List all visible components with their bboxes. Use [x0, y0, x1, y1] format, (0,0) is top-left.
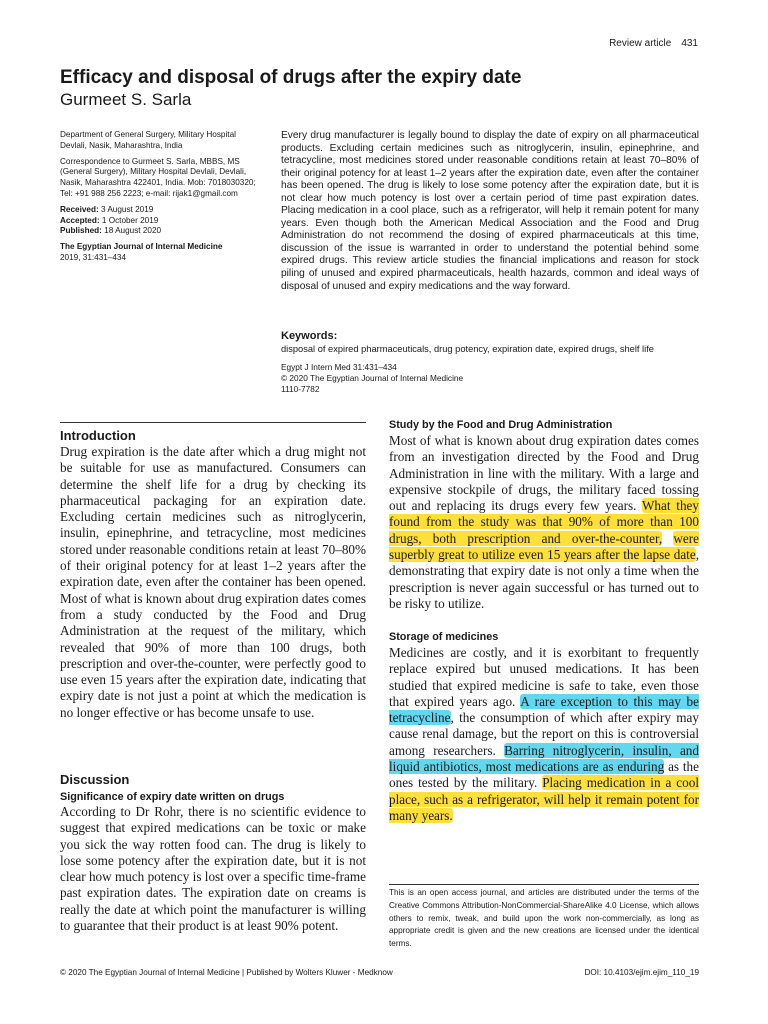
storage-text-part: as the ones tested by the military. [389, 759, 699, 791]
license-notice: This is an open access journal, and articles are distributed under the terms of the Creative Commons Attribution-NonCommercial-ShareAlike 4.0 License, which allows others to remix, tweak, and build upon the work non-commercially, as long as appropriate credit is given and the new creations are licensed under the identical terms. [389, 888, 699, 949]
published-date: 18 August 2020 [104, 226, 162, 236]
highlight-blue: Barring nitroglycerin, insulin, and liquid antibiotics, most medications are as enduring [389, 742, 699, 775]
issn-line: 1110-7782 [281, 384, 320, 395]
received-label: Received: [60, 204, 99, 214]
article-type: Review article [609, 38, 672, 49]
footer-doi: DOI: 10.4103/ejim.ejim_110_19 [584, 968, 699, 977]
citation-block [281, 362, 463, 396]
footer-copyright: © 2020 The Egyptian Journal of Internal Medicine | Published by Wolters Kluwer - Medknow [60, 968, 393, 977]
introduction-text: Drug expiration is the date after which a drug might not be suitable for use as manufactured. Consumers can determine the shelf life for a drug by checking its pharmaceutical packaging for an expiration date. Excluding certain medicines such as nitroglycerin, insulin, epinephrine, and tetracycline, most medicines stored under reasonable conditions retain at least 70–80% of their original potency for at least 1–2 years after the expiration date, even after the container has been opened. Most of what is known about drug expiration dates comes from a study conducted by the Food and Drug Administration at the request of the military, which revealed that 90% of more than 100 drugs, both prescription and over-the-counter, were perfectly good to use even 15 years after the expiration date, indicating that expiry date is not just a point at which the medication is no longer effective or has become unsafe to use. [60, 444, 366, 720]
highlight-blue: A rare exception to this may be tetracycline [389, 693, 700, 726]
keywords: disposal of expired pharmaceuticals, drug potency, expiration date, expired drugs, shelf life [281, 344, 654, 354]
highlight-yellow: were superbly great to utilize even 15 years after the lapse date [389, 530, 699, 563]
page-number: 431 [681, 38, 698, 49]
storage-text [389, 645, 699, 824]
fda-study-heading: Study by the Food and Drug Administration [389, 419, 613, 431]
abstract: Every drug manufacturer is legally bound to display the date of expiry on all pharmaceutical products. Excluding certain medicines such as nitroglycerin, insulin, epinephrine, and tetracycline, most medicines stored under reasonable conditions retain at least 70–80% of their original potency for at least 1–2 years after the expiration date, even after the container has been opened. The drug is likely to lose some potency after the expiration date, but it is not clear how much potency is lost over a certain period of time past expiration dates. Placing medication in a cool place, such as a refrigerator, will help it remain potent for many years. Even though both the American Medical Association and the Food and Drug Administration do not recommend the dosing of expired pharmaceuticals at this time, discussion of the issue is warranted in order to understand the potential behind some expired drugs. This review article studies the financial implications and reason for stock piling of unused and expired pharmaceuticals, health hazards, common and ideal ways of disposal of unused and expiry medications and the way forward. [281, 130, 699, 292]
storage-text-part: , the consumption of which after expiry may cause renal damage, but the report on this is controversial among researchers. [389, 710, 699, 758]
fda-study-text [389, 433, 699, 612]
running-head [599, 38, 698, 49]
highlight-yellow: What they found from the study was that 90% of more than 100 drugs, both prescription and over-the-counter, [389, 498, 699, 546]
license-divider [389, 884, 699, 885]
accepted-label: Accepted: [60, 215, 100, 225]
storage-heading: Storage of medicines [389, 631, 499, 643]
fda-text-part: , demonstrating that expiry date is not only a time when the prescription is never again successful or has turned out to be risky to utilize. [389, 547, 699, 611]
storage-text-part: Medicines are costly, and it is exorbitant to frequently replace expired but unused medications. It has been studied that expired medicine is safe to take, even those that expired years ago. [389, 645, 699, 709]
article-title: Efficacy and disposal of drugs after the expiry date [60, 67, 522, 88]
discussion-subheading: Significance of expiry date written on drugs [60, 791, 285, 803]
highlight-yellow: Placing medication in a cool place, such as a refrigerator, will help it remain potent for many years. [389, 775, 700, 823]
published-label: Published: [60, 226, 102, 236]
introduction-heading: Introduction [60, 428, 136, 443]
journal-info [60, 242, 260, 264]
fda-text-part: Most of what is known about drug expiration dates comes from an investigation directed by the Food and Drug Administration in line with the military. With a large and expensive stockpile of drugs, the military faced tossing out and replacing its drugs every few years. [389, 433, 699, 514]
keywords-heading: Keywords: [281, 330, 338, 342]
discussion-text: According to Dr Rohr, there is no scientific evidence to suggest that expired medications can be toxic or make you sick the way rotten food can. The drug is likely to lose some potency after the expiration date, but it is not clear how much potency is lost over a specific time-frame past expiration dates. The expiration date on creams is really the date at which point the manufacturer is willing to guarantee that their product is at least 90% potent. [60, 804, 366, 934]
copyright-line: © 2020 The Egyptian Journal of Internal Medicine [281, 373, 464, 384]
author-name: Gurmeet S. Sarla [60, 90, 192, 109]
accepted-date: 1 October 2019 [101, 215, 159, 225]
received-date: 3 August 2019 [100, 204, 154, 214]
article-metadata [60, 130, 260, 269]
dates [60, 205, 260, 237]
affiliation: Department of General Surgery, Military Hospital Devlali, Nasik, Maharashtra, India [60, 130, 236, 150]
citation-line: Egypt J Intern Med 31:431–434 [281, 362, 397, 372]
discussion-heading: Discussion [60, 772, 130, 787]
section-divider [60, 422, 366, 423]
journal-volume: 2019, 31:431–434 [60, 252, 127, 262]
journal-name: The Egyptian Journal of Internal Medicine [60, 242, 223, 252]
correspondence: Correspondence to Gurmeet S. Sarla, MBBS, MS (General Surgery), Military Hospital Devlali, Devlali, Nasik, Maharashtra 422401, India. Mob: 7018030320; Tel: +91 988 256 2223; e-mail: rijak1@gmail.com [60, 156, 256, 198]
